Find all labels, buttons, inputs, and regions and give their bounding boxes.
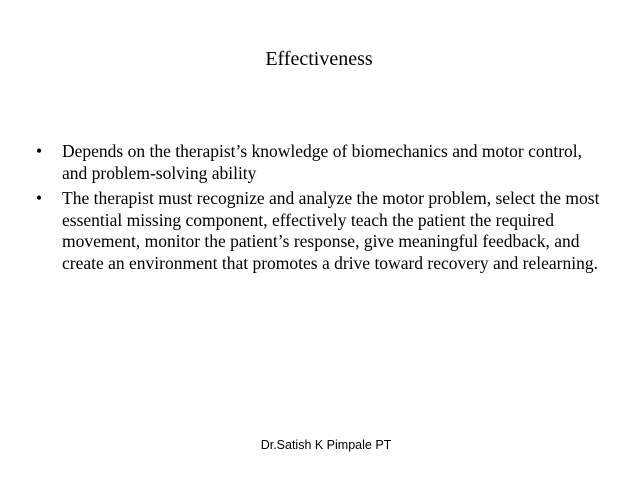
bullet-icon: •: [36, 188, 43, 208]
bullet-icon: •: [36, 141, 43, 161]
bullet-text: Depends on the therapist’s knowledge of biomechanics and motor control, and problem-solving ability: [62, 141, 583, 183]
bullet-item: [36, 141, 606, 184]
footer-author: Dr.Satish K Pimpale PT: [260, 438, 392, 452]
bullet-list: [36, 141, 606, 278]
bullet-item: [36, 188, 606, 274]
bullet-text: The therapist must recognize and analyze the motor problem, select the most essential missing component, effectively teach the patient the required movement, monitor the patient’s response, give meaningful feedback, and create an environment that promotes a drive toward recovery and relearning.: [62, 188, 600, 273]
slide-title: Effectiveness: [265, 48, 373, 70]
